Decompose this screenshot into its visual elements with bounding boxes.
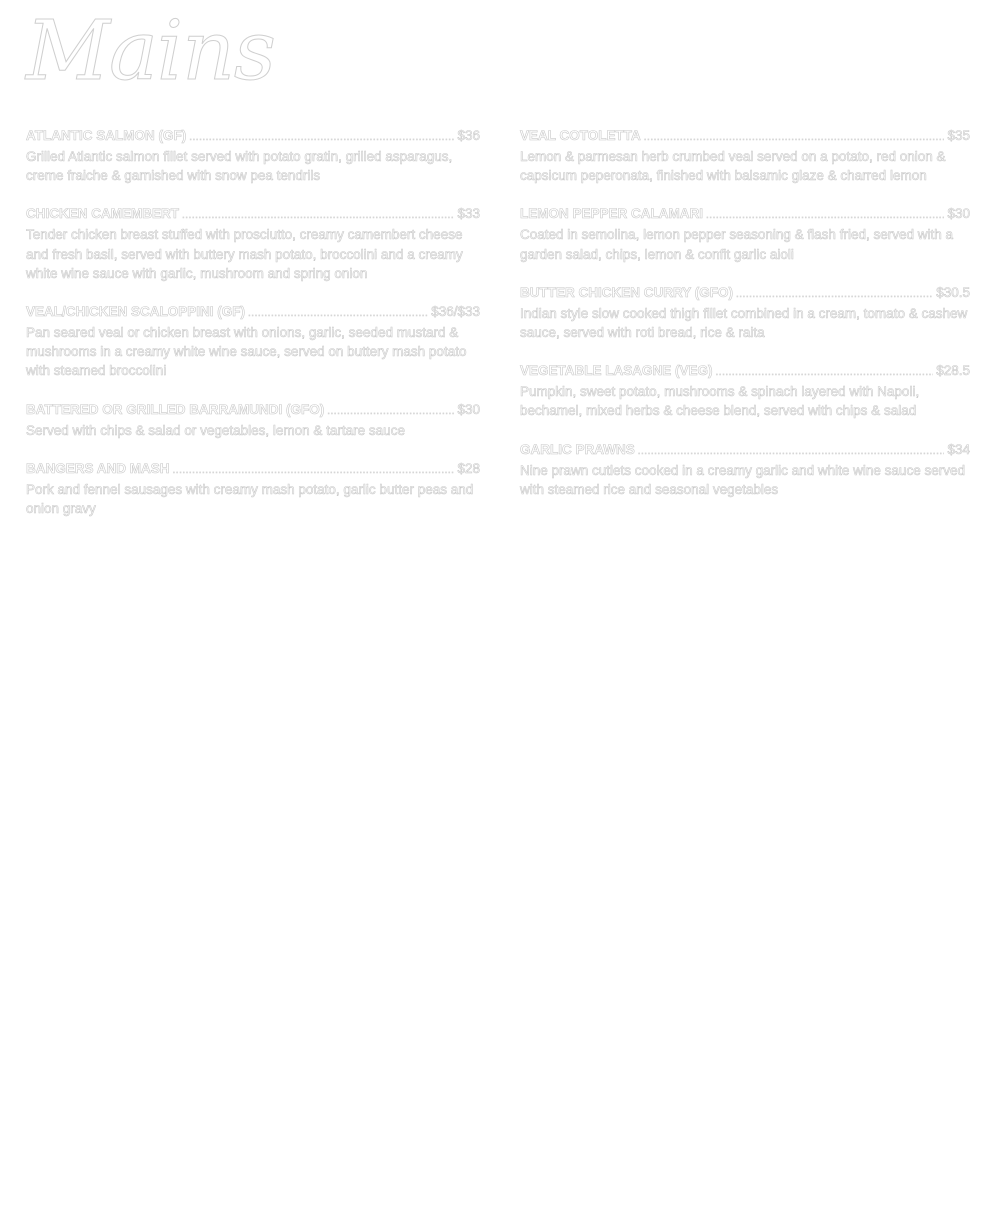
menu-item: [26, 400, 480, 440]
menu-item-description: Served with chips & salad or vegetables, lemon & tartare sauce: [26, 422, 405, 438]
menu-item-description: Lemon & parmesan herb crumbed veal served on a potato, red onion & capsicum peperonata, finished with balsamic glaze & charred lemon: [520, 149, 946, 184]
menu-item: [26, 302, 480, 381]
menu-item-name: ATLANTIC SALMON (GF): [26, 128, 187, 143]
menu-item-price: $34: [947, 441, 970, 457]
menu-item-header: [520, 440, 970, 461]
menu-item-description: Nine prawn cutlets cooked in a creamy garlic and white wine sauce served with steamed rice and seasonal vegetables: [520, 462, 965, 497]
menu-column-left: [26, 126, 480, 537]
dot-leader: [327, 402, 454, 421]
menu-item: [520, 361, 970, 420]
dot-leader: [736, 285, 933, 304]
menu-item: [26, 204, 480, 283]
menu-item-header: [26, 126, 480, 147]
menu-item-name: CHICKEN CAMEMBERT: [26, 206, 179, 222]
menu-item: [520, 440, 970, 499]
menu-item-name: GARLIC PRAWNS: [520, 441, 635, 457]
menu-item-price: $35: [947, 128, 970, 143]
menu-item-header: [520, 283, 970, 304]
menu-column-right: [520, 126, 970, 518]
menu-item-price: $30.5: [936, 284, 970, 300]
menu-item-price: $28: [457, 460, 480, 476]
menu-section-title: Mains: [26, 4, 275, 99]
menu-item-name: VEAL/CHICKEN SCALOPPINI (GF): [26, 304, 246, 320]
menu-item-header: [26, 400, 480, 421]
dot-leader: [248, 304, 428, 323]
dot-leader: [638, 442, 945, 461]
menu-item-name: VEGETABLE LASAGNE (VEG): [520, 363, 713, 379]
menu-item-header: [26, 302, 480, 323]
menu-item-name: VEAL COTOLETTA: [520, 128, 641, 143]
menu-item-price: $36: [457, 128, 480, 143]
menu-item: [520, 283, 970, 342]
dot-leader: [706, 206, 944, 225]
menu-item-description: Tender chicken breast stuffed with prosciutto, creamy camembert cheese and fresh basil, served with buttery mash potato, broccolini and a creamy white wine sauce with garlic, mushroom and spring onion: [26, 227, 463, 281]
menu-item-description: Pan seared veal or chicken breast with onions, garlic, seeded mustard & mushrooms in a creamy white wine sauce, served on buttery mash potato with steamed broccolini: [26, 325, 467, 379]
menu-item-name: BUTTER CHICKEN CURRY (GFO): [520, 284, 733, 300]
dot-leader: [173, 461, 455, 480]
menu-item: [520, 204, 970, 263]
menu-item-price: $30: [947, 206, 970, 222]
menu-item-header: [26, 204, 480, 225]
menu-item-description: Pork and fennel sausages with creamy mash potato, garlic butter peas and onion gravy: [26, 481, 474, 517]
dot-leader: [644, 128, 945, 147]
menu-item-description: Grilled Atlantic salmon fillet served with potato gratin, grilled asparagus, creme fraiche & garnished with snow pea tendrils: [26, 149, 453, 184]
menu-item: [26, 459, 480, 518]
menu-item-header: [520, 126, 970, 147]
menu-item-price: $36/$33: [431, 304, 480, 320]
menu-item-description: Pumpkin, sweet potato, mushrooms & spinach layered with Napoli, bechamel, mixed herbs & cheese blend, served with chips & salad: [520, 384, 920, 419]
menu-item-price: $33: [457, 206, 480, 222]
menu-item-description: Coated in semolina, lemon pepper seasoning & flash fried, served with a garden salad, chips, lemon & confit garlic aioli: [520, 227, 953, 262]
menu-item-price: $28.5: [936, 363, 970, 379]
menu-item: [26, 126, 480, 185]
menu-item-header: [26, 459, 480, 480]
menu-item-price: $30: [457, 401, 480, 417]
dot-leader: [716, 363, 934, 382]
menu-item-name: BATTERED OR GRILLED BARRAMUNDI (GFO): [26, 401, 325, 417]
dot-leader: [189, 128, 454, 147]
dot-leader: [182, 206, 454, 225]
menu-item-name: BANGERS AND MASH: [26, 460, 170, 476]
menu-item-header: [520, 361, 970, 382]
menu-item: [520, 126, 970, 185]
menu-item-header: [520, 204, 970, 225]
menu-item-description: Indian style slow cooked thigh fillet combined in a cream, tomato & cashew sauce, served with roti bread, rice & raita: [520, 305, 968, 341]
menu-item-name: LEMON PEPPER CALAMARI: [520, 206, 704, 222]
